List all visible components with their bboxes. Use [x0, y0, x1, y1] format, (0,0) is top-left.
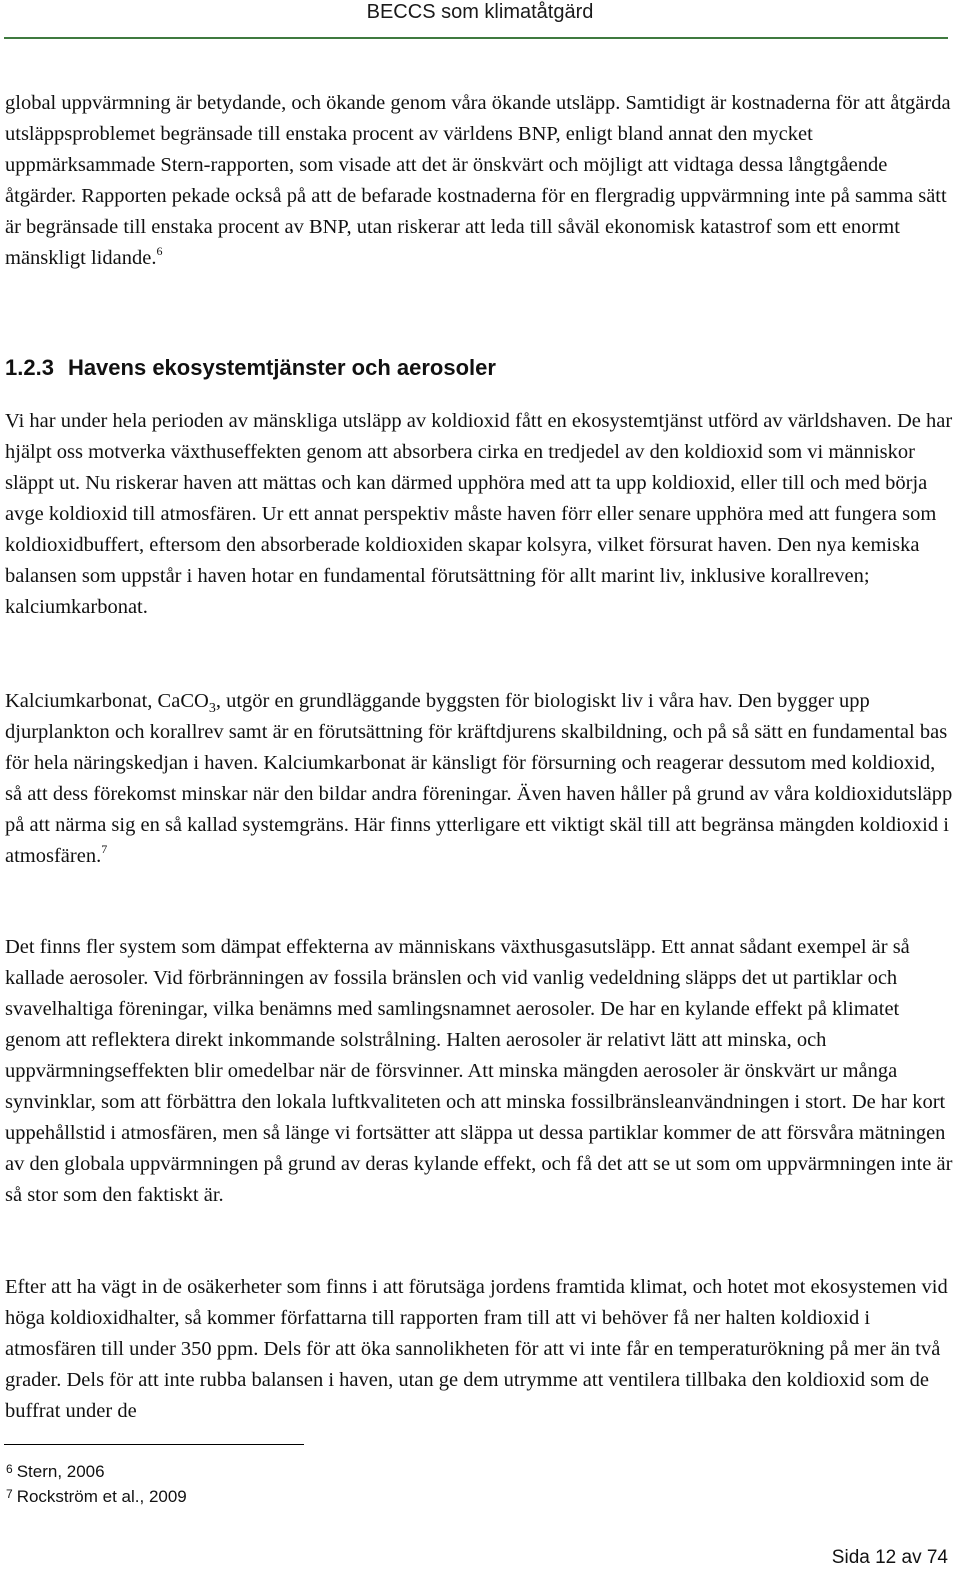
section-title: Havens ekosystemtjänster och aerosoler — [67, 355, 496, 380]
chemical-subscript: 3 — [208, 701, 216, 717]
section-number: 1.2.3 — [5, 355, 54, 380]
paragraph-calcium-carbonate — [5, 686, 955, 872]
paragraph-ocean-services: Vi har under hela perioden av mänskliga utsläpp av koldioxid fått en ekosystemtjänst utförd av världshaven. De har hjälpt oss motverka växthuseffekten genom att absorbera cirka en tredjedel av den koldioxid som vi människor släppt ut. Nu riskerar haven att mättas och kan därmed upphöra med att ta upp koldioxid, eller till och med börja avge koldioxid till atmosfären. Ur ett annat perspektiv måste haven förr eller senare upphöra med att fungera som koldioxidbuffert, eftersom den absorberade koldioxiden skapar kolsyra, vilket försurat haven. Den nya kemiska balansen som uppstår i haven hotar en fundamental förutsättning för allt marint liv, inklusive korallreven; kalciumkarbonat. — [5, 410, 953, 618]
running-header-title: BECCS som klimatåtgärd — [366, 1, 594, 23]
paragraph-calcium-carbonate-text-after: , utgör en grundläggande byggsten för biologiskt liv i våra hav. Den bygger upp djurplankton och korallrev samt är en förutsättning för kräftdjurens skalbildning, och på så sätt en fundamental bas för hela näringskedjan i haven. Kalciumkarbonat är känsligt för försurning och reagerar dessutom med koldioxid, så att dess förekomst minskar när den bildar andra föreningar. Även haven håller på grund av våra koldioxidutsläpp på att närma sig en så kallad systemgräns. Här finns ytterligare ett viktigt skäl till att begränsa mängden koldioxid i atmosfären. — [5, 690, 953, 867]
footnote-7 — [6, 1487, 187, 1507]
paragraph-calcium-carbonate-text-before: Kalciumkarbonat, CaCO — [5, 690, 209, 712]
footnote-6-number: 6 — [6, 1462, 13, 1476]
paragraph-intro — [5, 88, 955, 274]
footnote-6 — [6, 1462, 105, 1482]
footnote-ref-7[interactable]: 7 — [101, 842, 108, 856]
footnote-ref-6[interactable]: 6 — [156, 244, 163, 258]
footnote-7-number: 7 — [6, 1487, 13, 1501]
paragraph-intro-text: global uppvärmning är betydande, och ökande genom våra ökande utsläpp. Samtidigt är kostnaderna för att åtgärda utsläppsproblemet begränsade till enstaka procent av världens BNP, enligt bland annat den mycket uppmärksammade Stern-rapporten, som visade att det är önskvärt och möjligt att vidtaga dessa långtgående åtgärder. Rapporten pekade också på att de befarade kostnaderna för en flergradig uppvärmning inte på samma sätt är begränsade till enstaka procent av BNP, utan riskerar att leda till såväl ekonomisk katastrof som ett enormt mänskligt lidande. — [5, 92, 951, 269]
section-heading — [5, 353, 496, 383]
page-number: Sida 12 av 74 — [831, 1547, 948, 1568]
footnote-7-text: Rockström et al., 2009 — [16, 1487, 187, 1506]
paragraph-aerosols: Det finns fler system som dämpat effekterna av människans växthusgasutsläpp. Ett annat sådant exempel är så kallade aerosoler. Vid förbränningen av fossila bränslen och vid vanlig vedeldning släpps det ut partiklar och svavelhaltiga föreningar, vilka benämns med samlingsnamnet aerosoler. De har en kylande effekt på klimatet genom att reflektera direkt inkommande solstrålning. Halten aerosoler är relativt lätt att minska, och uppvärmningseffekten blir omedelbar när de försvinner. Att minska mängden aerosoler är önskvärt ur många synvinklar, som att förbättra den lokala luftkvaliteten och att minska fossilbränsleanvändningen i stort. De har kort uppehållstid i atmosfären, men så länge vi fortsätter att släppa ut dessa partiklar kommer de att försvåra mätningen av den globala uppvärmningen på grund av deras kylande effekt, och få det att se ut som om uppvärmningen inte är så stor som den faktiskt är. — [5, 936, 953, 1206]
footnote-6-text: Stern, 2006 — [16, 1462, 105, 1481]
paragraph-350ppm: Efter att ha vägt in de osäkerheter som finns i att förutsäga jordens framtida klimat, och hotet mot ekosystemen vid höga koldioxidhalter, så kommer författarna till rapporten fram till att vi behöver få ner halten koldioxid i atmosfären till under 350 ppm. Dels för att öka sannolikheten för att vi inte får en temperaturökning på mer än två grader. Dels för att inte rubba balansen i haven, utan ge dem utrymme att ventilera tillbaka den koldioxid som de buffrat under de — [5, 1276, 948, 1422]
header-divider — [4, 37, 948, 39]
footnote-divider — [4, 1444, 304, 1445]
